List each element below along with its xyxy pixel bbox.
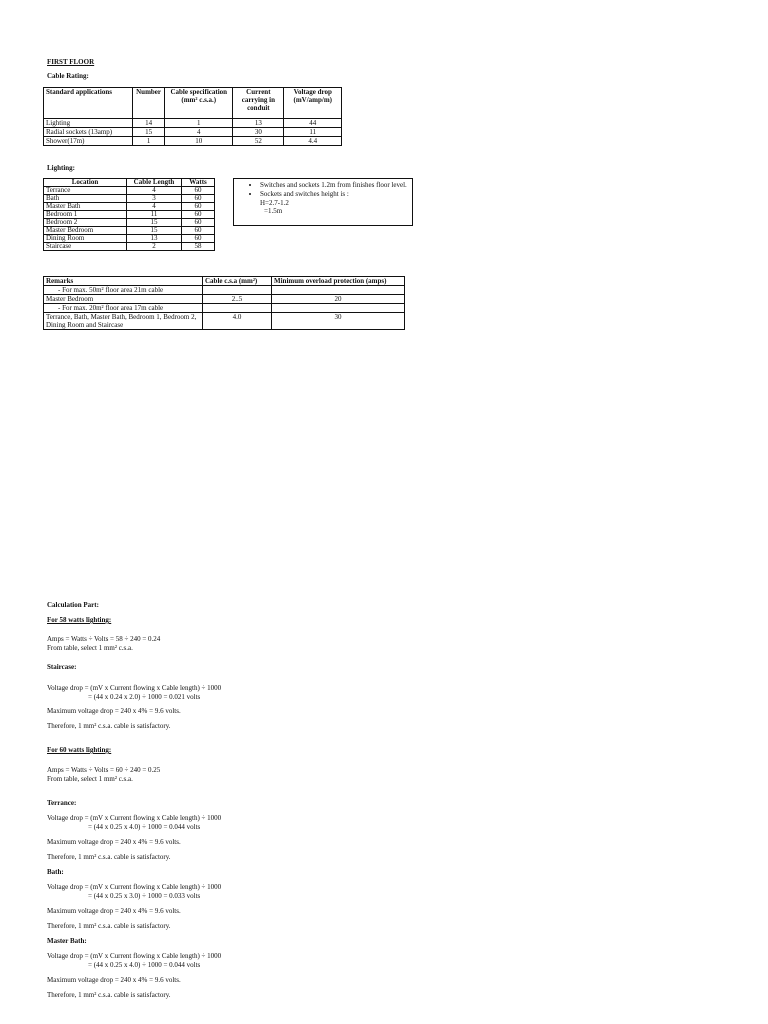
table-row [44, 286, 405, 295]
section-60w-heading: For 60 watts lighting: [47, 746, 112, 754]
master-bath-heading: Master Bath: [47, 937, 87, 945]
table-header-cell: Voltage drop (mV/amp/m) [284, 88, 342, 119]
cable-rating-heading: Cable Rating: [47, 72, 89, 80]
height-result: =1.5m [264, 207, 283, 215]
table-cell: 2..5 [203, 295, 272, 304]
table-cell: Dining Room [44, 235, 127, 243]
table-cell: 11 [284, 128, 342, 137]
table-cell: Master Bedroom [44, 295, 203, 304]
table-cell: 60 [182, 195, 215, 203]
table-cell: Terrance, Bath, Master Bath, Bedroom 1, Bedroom 2, Dining Room and Staircase [44, 313, 203, 330]
amps-58w: Amps = Watts ÷ Volts = 58 ÷ 240 = 0.24 [47, 635, 161, 643]
table-cell: 58 [182, 243, 215, 251]
table-row [44, 243, 215, 251]
table-header-row [44, 88, 342, 119]
table-row [44, 128, 342, 137]
page-title: FIRST FLOOR [47, 58, 95, 66]
table-cell: 4.4 [284, 137, 342, 146]
table-header-cell: Watts [182, 179, 215, 187]
table-cell: Master Bedroom [44, 227, 127, 235]
table-cell: 4.0 [203, 313, 272, 330]
table-cell: 20 [272, 295, 405, 304]
staircase-max-vd: Maximum voltage drop = 240 x 4% = 9.6 volts. [47, 707, 181, 715]
table-header-cell: Cable specification (mm² c.s.a.) [165, 88, 233, 119]
table-row [44, 119, 342, 128]
table-cell: 10 [165, 137, 233, 146]
table-cell: 60 [182, 219, 215, 227]
table-row [44, 137, 342, 146]
table-cell: 11 [127, 211, 182, 219]
height-formula: H=2.7-1.2 [260, 199, 289, 207]
table-cell: Bath [44, 195, 127, 203]
calculation-heading: Calculation Part: [47, 601, 99, 609]
table-cell: 1 [165, 119, 233, 128]
amps-60w: Amps = Watts ÷ Volts = 60 ÷ 240 = 0.25 [47, 766, 161, 774]
table-row [44, 187, 215, 195]
table-row [44, 313, 405, 330]
staircase-vd-formula: Voltage drop = (mV x Current flowing x Cable length) ÷ 1000 [47, 684, 222, 692]
table-header-cell: Remarks [44, 277, 203, 286]
table-header-cell: Cable c.s.a (mm²) [203, 277, 272, 286]
table-cell: 3 [127, 195, 182, 203]
select-60w: From table, select 1 mm² c.s.a. [47, 775, 133, 783]
table-header-cell: Number [132, 88, 164, 119]
remarks-table [43, 276, 405, 330]
notes-list [234, 181, 412, 199]
table-header-cell: Current carrying in conduit [233, 88, 284, 119]
table-header-cell: Standard applications [44, 88, 133, 119]
staircase-conclusion: Therefore, 1 mm² c.s.a. cable is satisfactory. [47, 722, 171, 730]
note-item: • Switches and sockets 1.2m from finishes floor level. [260, 181, 412, 190]
master-bath-max-vd: Maximum voltage drop = 240 x 4% = 9.6 volts. [47, 976, 181, 984]
bath-heading: Bath: [47, 868, 64, 876]
table-cell: 60 [182, 235, 215, 243]
cable-rating-table [43, 87, 342, 146]
table-cell: Bedroom 1 [44, 211, 127, 219]
terrance-conclusion: Therefore, 1 mm² c.s.a. cable is satisfactory. [47, 853, 171, 861]
bath-max-vd: Maximum voltage drop = 240 x 4% = 9.6 volts. [47, 907, 181, 915]
table-cell: - For max. 20m² floor area 17m cable [44, 304, 203, 313]
table-cell: 15 [127, 227, 182, 235]
terrance-heading: Terrance: [47, 799, 77, 807]
table-cell: Radial sockets (13amp) [44, 128, 133, 137]
table-cell: Bedroom 2 [44, 219, 127, 227]
table-cell: Staircase [44, 243, 127, 251]
table-row [44, 304, 405, 313]
table-cell: 60 [182, 187, 215, 195]
table-cell: 60 [182, 211, 215, 219]
table-cell: 44 [284, 119, 342, 128]
master-bath-vd-result: = (44 x 0.25 x 4.0) ÷ 1000 = 0.044 volts [88, 961, 201, 969]
section-58w-heading: For 58 watts lighting: [47, 616, 112, 624]
table-header-row [44, 277, 405, 286]
terrance-vd-result: = (44 x 0.25 x 4.0) ÷ 1000 = 0.044 volts [88, 823, 201, 831]
table-header-cell: Minimum overload protection (amps) [272, 277, 405, 286]
lighting-table [43, 178, 215, 251]
table-cell: Terrance [44, 187, 127, 195]
table-cell: 4 [127, 203, 182, 211]
table-cell: 13 [127, 235, 182, 243]
staircase-vd-result: = (44 x 0.24 x 2.0) ÷ 1000 = 0.021 volts [88, 693, 201, 701]
table-cell: 1 [132, 137, 164, 146]
table-cell: 15 [132, 128, 164, 137]
table-cell: Lighting [44, 119, 133, 128]
table-cell: 15 [127, 219, 182, 227]
table-row [44, 295, 405, 304]
table-cell: 30 [233, 128, 284, 137]
table-cell [272, 304, 405, 313]
master-bath-vd-formula: Voltage drop = (mV x Current flowing x Cable length) ÷ 1000 [47, 952, 222, 960]
note-item: • Sockets and switches height is : [260, 190, 412, 199]
table-header-cell: Cable Length [127, 179, 182, 187]
staircase-heading: Staircase: [47, 663, 77, 671]
table-cell: 30 [272, 313, 405, 330]
table-cell [203, 304, 272, 313]
table-cell: 4 [165, 128, 233, 137]
table-cell: Shower(17m) [44, 137, 133, 146]
table-cell: Master Bath [44, 203, 127, 211]
table-header-cell: Location [44, 179, 127, 187]
table-cell: 14 [132, 119, 164, 128]
table-cell: 60 [182, 203, 215, 211]
table-cell: 4 [127, 187, 182, 195]
table-cell [203, 286, 272, 295]
table-cell: 13 [233, 119, 284, 128]
terrance-vd-formula: Voltage drop = (mV x Current flowing x Cable length) ÷ 1000 [47, 814, 222, 822]
table-cell: 52 [233, 137, 284, 146]
lighting-heading: Lighting: [47, 164, 76, 172]
table-cell [272, 286, 405, 295]
table-cell: 2 [127, 243, 182, 251]
master-bath-conclusion: Therefore, 1 mm² c.s.a. cable is satisfactory. [47, 991, 171, 999]
bath-vd-result: = (44 x 0.25 x 3.0) ÷ 1000 = 0.033 volts [88, 892, 201, 900]
bath-vd-formula: Voltage drop = (mV x Current flowing x Cable length) ÷ 1000 [47, 883, 222, 891]
select-58w: From table, select 1 mm² c.s.a. [47, 644, 133, 652]
table-cell: - For max. 50m² floor area 21m cable [44, 286, 203, 295]
terrance-max-vd: Maximum voltage drop = 240 x 4% = 9.6 volts. [47, 838, 181, 846]
bath-conclusion: Therefore, 1 mm² c.s.a. cable is satisfactory. [47, 922, 171, 930]
table-cell: 60 [182, 227, 215, 235]
height-notes-box [233, 178, 413, 226]
